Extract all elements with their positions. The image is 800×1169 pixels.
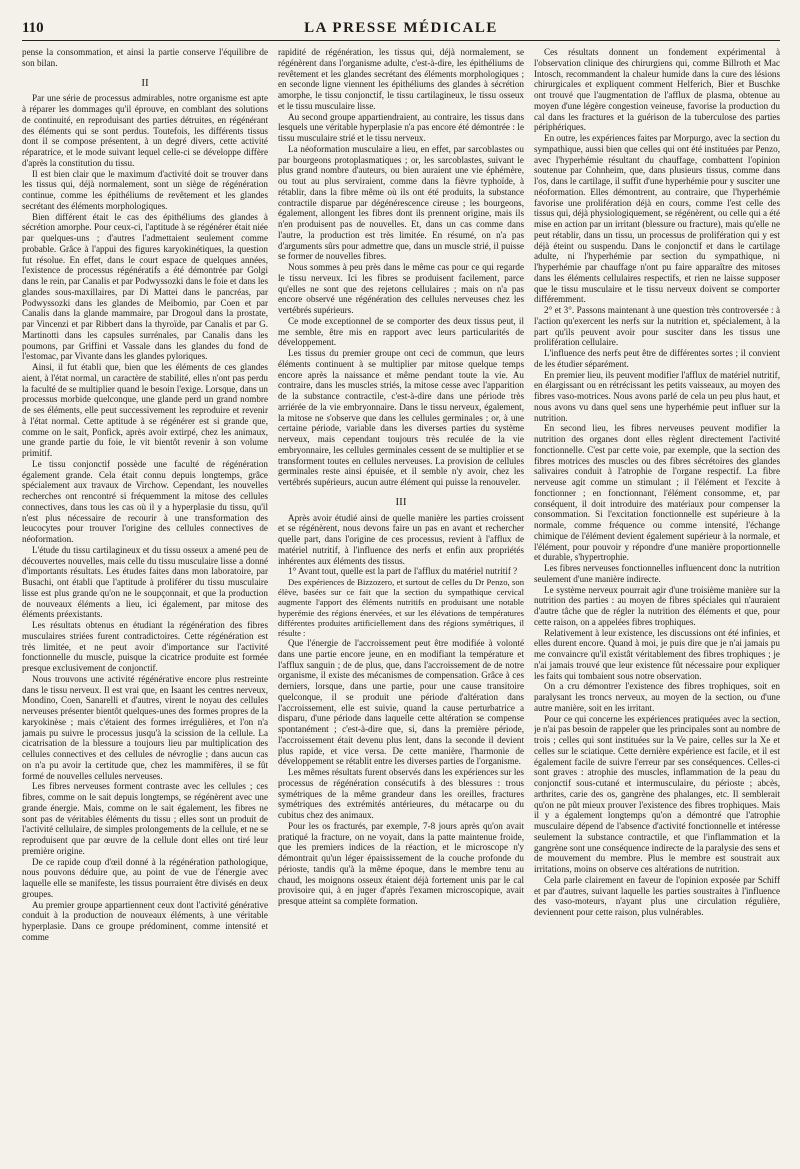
paragraph: Bien différent était le cas des épithéliums des glandes à sécrétion amorphe. Pour ceux-ci, l'aptitude à se régénérer était niée par quelques-uns ; d'autres l'admettaient seulement comme probable. Grâce à l'appui des figures karyokinétiques, la question fut résolue. En effet, dans le court espace de quelques années, l'existence de processus régénératifs a été démontrée par Golgi dans le rein, par Canalis et par Podwyssozki dans le foie et dans les glandes sous-maxillaires, par Di Mattei dans le pancréas, par Podwyssozki dans les glandes de Meibomio, par Coen et par Canalis dans la glande mammaire, par Drogoul dans la prostate, par Vincenzi et par Ribbert dans la thyroïde, par Canalis et par G. Martinotti dans les capsules surrénales, par Canalis dans les poumons, par Griffini et Vassale dans les glandes du fond de l'estomac, par Vivante dans les glandes pyloriques. [22,211,268,362]
paragraph: rapidité de régénération, les tissus qui, déjà normalement, se régénèrent dans l'organisme adulte, c'est-à-dire, les épithéliums de revêtement et les glandes secrétant des éléments morphologiques ; en seconde ligne viennent les épithéliums des glandes à sécrétion amorphe, le tissu conjonctif, le tissu cartilagineux, le tissu osseux et le tissu musculaire lisse. [278,47,524,111]
paragraph: pense la consommation, et ainsi la partie conserve l'équilibre de son bilan. [22,47,268,68]
text-columns [22,47,780,1167]
paragraph: 1° Avant tout, quelle est la part de l'afflux du matériel nutritif ? [288,566,518,577]
paragraph: Des expériences de Bizzozero, et surtout de celles du Dr Penzo, son élève, basées sur ce fait que la section du sympathique cervical augmente l'apport des éléments nutritifs en produisant une notable hyperémie des régions énervées, et sur les élévations de températures différentes produites artificiellement dans des régions symétriques, il résulte : [278,577,524,639]
paragraph: En outre, les expériences faites par Morpurgo, avec la section du sympathique, aussi bien que celles qui ont été instituées par Penzo, avec l'hyperhémie résultant du chauffage, combattent l'opinion soutenue par Cohnheim, que, dans plusieurs tissus, comme dans l'os, dans le cartilage, il suffit d'une hyperhémie pour y susciter une néoformation. Elles démontrent, au contraire, que l'hyperhémie favorise une prolifération déjà en cours, comme l'est celle des tissus qui, déjà physiologiquement, se régénèrent, ou celle qui a été mise en action par un irritant (blessure ou fracture), mais qu'elle ne peut rétablir, dans un tissu, un processus de prolifération qui y est déjà éteint ou suspendu. Dans le conjonctif et dans le cartilage adulte, ni l'hyperhémie par section du sympathique, ni l'hyperhémie par chauffage n'ont pu faire apparaître des mitoses dans les éléments cellulaires respectifs, et rien ne laisse supposer que le tissu musculaire et le tissu nerveux doivent se comporter différemment. [534,133,780,305]
paragraph: Le système nerveux pourrait agir d'une troisième manière sur la nutrition des parties : au moyen de fibres spéciales qui n'auraient d'autre tâche que de régler la nutrition des éléments et que, pour cette raison, on a appelées fibres trophiques. [534,584,780,627]
paragraph: L'étude du tissu cartilagineux et du tissu osseux a amené peu de découvertes nouvelles, mais celle du tissu musculaire lisse a donné d'importants résultats. Les études faites dans mon laboratoire, par Busachi, ont établi que l'aptitude à proliférer du tissu musculaire lisse est plus grande qu'on ne le soupçonnait, et que la production de nouveaux éléments a lieu, ici également, par mitose des éléments préexistants. [22,544,268,620]
paragraph: Relativement à leur existence, les discussions ont été infinies, et elles durent encore. Quand à moi, je puis dire que je n'ai jamais pu me convaincre qu'il existât véritablement des fibres trophiques ; je n'ai jamais trouvé que leur existence fût nécessaire pour expliquer les faits qui tombaient sous notre observation. [534,627,780,681]
paragraph: Les fibres nerveuses forment contraste avec les cellules ; ces fibres, comme on le sait depuis longtemps, se régénèrent avec une grande énergie. Mais, comme on le sait également, les fibres ne sont pas de véritables éléments du tissu ; elles sont un produit de l'activité cellulaire, de simples prolongements de la cellule, et ne se reproduisent que par œuvre de la cellule dont elles ont tiré leur première origine. [22,781,268,856]
running-title: LA PRESSE MÉDICALE [304,20,498,36]
paragraph: Que l'énergie de l'accroissement peut être modifiée à volonté dans une partie encore jeune, en en modifiant la température et l'afflux sanguin ; de de plus, que, dans l'accroissement de de notre organisme, il existe des mécanismes de compensation. Grâce à ces derniers, lorsque, dans une partie, pour une cause transitoire quelconque, il se produit une période d'altération dans l'accroissement, elle est suivie, quand la cause perturbatrice a disparu, d'une période dans laquelle cette altération se compense spontanément ; c'est-à-dire que, si, dans la première période, l'accroissement était devenu plus lent, dans la seconde il devient plus rapide, et vice versa. De cette manière, l'harmonie de développement se rétablit entre les diverses parties de l'organisme. [278,638,524,767]
paragraph: Les mêmes résultats furent observés dans les expériences sur les processus de régénération consécutifs à des blessures : trous symétriques de la même grandeur dans les oreilles, fractures symétriques des extrémités antérieures, du métacarpe ou du cubitus chez des animaux. [278,767,524,821]
paragraph: Au premier groupe appartiennent ceux dont l'activité générative conduit à la production de nouveaux éléments, à une véritable hyperplasie. Dans ce groupe prédominent, comme intensité et comme [22,899,268,942]
paragraph: Par une série de processus admirables, notre organisme est apte à réparer les dommages qu'il éprouve, en comblant des solutions de continuité, en reproduisant des parties détruites, en régénérant des éléments qui se sont perdus. Toutefois, les différents tissus dont il se compose présentent, à un degré divers, cette activité réparatrice, et le mode suivant lequel celle-ci se développe diffère d'après la constitution du tissu. [22,93,268,168]
paragraph: Pour ce qui concerne les expériences pratiquées avec la section, je n'ai pas besoin de rappeler que les principales sont au nombre de trois ; celles qui sont instituées sur la Ve paire, celles sur la Xe et celles sur le sciatique. Cette dernière expérience est facile, et il est également facile de suivre l'erreur par ses conséquences. Celles-ci sont graves : atrophie des muscles, inflammation de la peau du conjonctif sous-cutané et intermusculaire, du périoste ; abcès, arthrites, carie des os, gangrène des phalanges, etc. Il semblerait qu'on ne pût mieux prouver l'existence des fibres trophiques. Mais il y a également longtemps qu'on a démontré que l'atrophie musculaire dépend de l'absence d'activité fonctionnelle et intéresse seulement la substance contractile, et que l'inflammation et la gangrène sont une conséquence indirecte de la paralysie des sens et de mouvement du membre. Plus le membre est soustrait aux irritations, moins on observe ces altérations de nutrition. [534,713,780,874]
page-number: 110 [22,20,44,36]
paragraph: La néoformation musculaire a lieu, en effet, par sarcoblastes ou par bourgeons protoplasmatiques ; or, les sarcoblastes, suivant le plus grand nombre d'auteurs, ou bien auraient une vie éphémère, ou tout au plus serviraient, comme dans la fièvre typhoïde, à rétablir, dans la fibre même où ils ont été produits, la substance contractile disparue par dégénérescence cireuse ; les bourgeons, également, allongent les fibres dont ils prennent origine, mais ils n'en produisent pas de nouvelles. Et, dans un cas comme dans l'autre, la production est très limitée. En résumé, on n'a pas d'arguments sûrs pour admettre que, dans un muscle strié, il puisse se former de nouvelles fibres. [278,143,524,262]
paragraph: Pour les os fracturés, par exemple, 7-8 jours après qu'on avait pratiqué la fracture, on ne voyait, dans la patte maintenue froide, que les premiers indices de la réaction, et le microscope n'y démontrait qu'un léger épaississement de la couche profonde du périoste, tandis qu'à la même époque, dans le membre tenu au chaud, les moignons osseux étaient déjà fortement unis par le cal provisoire qui, à en juger d'après l'examen microscopique, avait presque atteint sa complète formation. [278,820,524,907]
paragraph: L'influence des nerfs peut être de différentes sortes ; il convient de les étudier séparément. [534,348,780,369]
paragraph: Les tissus du premier groupe ont ceci de commun, que leurs éléments continuent à se multiplier par mitose quelque temps encore après la naissance et même pendant toute la vie. Au contraire, dans les muscles striés, la mitose cesse avec l'apparition de la substance contractile, c'est-à-dire dans une période très arriérée de la vie embryonnaire. Dans le tissu nerveux, également, la mitose ne s'observe que dans les cellules germinales ; or, à une certaine période, variable dans les diverses parties du système nerveux, mais cependant toujours très reculée de la vie embryonnaire, les cellules germinales cessent de se multiplier et se transforment toutes en cellules nerveuses. La provision de cellules germinales reste ainsi épuisée, et il semble n'y avoir, chez les vertébrés supérieurs, aucun autre élément qui puisse la renouveler. [278,348,524,487]
column-3 [534,47,780,1167]
paragraph: Nous trouvons une activité régénérative encore plus restreinte dans le tissu nerveux. Il est vrai que, en Isaant les centres nerveux, Mondino, Coen, Sanarelli et d'autres, virent le noyau des cellules nerveuses présenter bientôt quelques-unes des formes propres de la karyokinèse ; mais c'étaient des formes irrégulières, et l'on n'a jamais pu suivre le processus jusqu'à la scission de la cellule. La cicatrisation de la blessure a toujours lieu par multiplication des cellules connectives et des cellules de névroglie ; dans aucun cas on n'a pu avoir la certitude que, chez les mammifères, il se fût formé de nouvelles cellules nerveuses. [22,673,268,781]
paragraph: Nous sommes à peu près dans le même cas pour ce qui regarde le tissu nerveux. Ici les fibres se produisent facilement, parce qu'elles ne sont que des rejetons cellulaires ; mais on n'a pas encore observé une régénération des cellules nerveuses chez les vertébrés supérieurs. [278,262,524,315]
paragraph: En second lieu, les fibres nerveuses peuvent modifier la nutrition des organes dont elles règlent directement l'activité fonctionnelle. C'est par cette voie, par exemple, que la section des fibres motrices des muscles ou des fibres sécrétoires des glandes salivaires conduit à l'atrophie de l'organe respectif. La fibre nerveuse agit comme un stimulant ; il l'élément et l'excite à fonctionner ; en fonctionnant, l'élément consomme, et, par conséquent, il doit introduire des matériaux pour compenser la consommation. Si l'excitation fonctionnelle est supérieure à la normale, comme fréquence ou comme intensité, l'échange chimique de l'élément devient également supérieur à la normale, et l'élément, pour pouvoir y répondre d'une manière proportionnelle et durable, s'hypertrophie. [534,423,780,563]
paragraph: Ainsi, il fut établi que, bien que les éléments de ces glandes aient, à l'état normal, un caractère de stabilité, elles n'ont pas perdu la faculté de se multiplier quand le besoin l'exige. Lorsque, dans un processus morbide quelconque, une glande perd un grand nombre de ses éléments, elle peut successivement les reproduire et revenir à l'état normal. Cette aptitude à se régénérer est si grande que, comme on le sait, Ponfick, après avoir extirpé, chez les animaux, une grande partie du foie, le vit bientôt revenir à son volume primitif. [22,362,268,458]
section-heading: III [395,495,407,508]
paragraph: 2° et 3°. Passons maintenant à une question très controversée : à l'action qu'exercent les nerfs sur la nutrition et, spécialement, à la part qu'ils peuvent avoir pour susciter dans les tissus une prolifération cellulaire. [534,305,780,348]
paragraph: Après avoir étudié ainsi de quelle manière les parties croissent et se régénèrent, nous devons faire un pas en avant et rechercher quelle part, dans l'origine de ces processus, revient à l'afflux de matériel nutritif, à l'influence des nerfs et enfin aux propriétés inhérentes aux éléments des tissus. [278,512,524,566]
page-header [22,20,780,41]
paragraph: Ces résultats donnent un fondement expérimental à l'observation clinique des chirurgiens qui, comme Billroth et Mac Intosch, recommandent la chaleur humide dans la cure des lésions chirurgicales et expliquent comment Helferich, Bier et Buschke ont trouvé que l'augmentation de l'afflux de plasma, obtenue au moyen d'une légère congestion veineuse, favorise la production du cal dans les fractures et la guérison de la tuberculose des parties périphériques. [534,47,780,133]
paragraph: Il est bien clair que le maximum d'activité doit se trouver dans les tissus qui, déjà normalement, sont un siège de régénération continue, comme les épithéliums de revêtement et les glandes secrétant des éléments morphologiques. [22,168,268,211]
section-heading: II [141,76,149,89]
paragraph: Cela parle clairement en faveur de l'opinion exposée par Schiff et par d'autres, suivant laquelle les parties soustraites à l'influence des vaso-moteurs, n'ayant plus une circulation régulière, deviennent pour cette raison, plus vulnérables. [534,874,780,917]
paragraph: Au second groupe appartiendraient, au contraire, les tissus dans lesquels une véritable hyperplasie n'a pas encore été démontrée : le tissu musculaire strié et le tissu nerveux. [278,111,524,143]
paragraph: Ce mode exceptionnel de se comporter des deux tissus peut, il me semble, être mis en rapport avec leurs particularités de développement. [278,315,524,348]
paragraph: En premier lieu, ils peuvent modifier l'afflux de matériel nutritif, en élargissant ou en rétrécissant les petits vaisseaux, au moyen des fibres vaso-motrices. Nous avons parlé de cela un peu plus haut, et nous avons vu dans quel sens une hyperhémie peut influer sur la nutrition. [534,369,780,423]
column-1 [22,47,268,1167]
column-2 [278,47,524,1167]
paragraph: Les fibres nerveuses fonctionnelles influencent donc la nutrition seulement d'une manière indirecte. [534,563,780,584]
paragraph: Le tissu conjonctif possède une faculté de régénération également grande. Cela était connu depuis longtemps, grâce spécialement aux travaux de Virchow. Cependant, les nouvelles recherches ont rencontré si fréquemment la mitose des cellules connectives, dans tous les cas où il y a hyperplasie du tissu, qu'il n'est plus nécessaire de recourir à une transformation des leucocytes pour trouver l'origine des cellules connectives de néoformation. [22,458,268,544]
paragraph: Les résultats obtenus en étudiant la régénération des fibres musculaires striées furent contradictoires. Cette régénération est très limitée, et ne peut avoir d'importance sur l'activité fonctionnelle du muscle, puisque la cicatrice produite est formée presque exclusivement de conjonctif. [22,620,268,673]
paragraph: On a cru démontrer l'existence des fibres trophiques, soit en paralysant les troncs nerveux, au moyen de la section, ou d'une autre manière, soit en les irritant. [534,681,780,713]
paragraph: De ce rapide coup d'œil donné à la régénération pathologique, nous pouvons déduire que, au point de vue de l'énergie avec laquelle elle se manifeste, les tissus pourraient être divisés en deux groupes. [22,856,268,899]
